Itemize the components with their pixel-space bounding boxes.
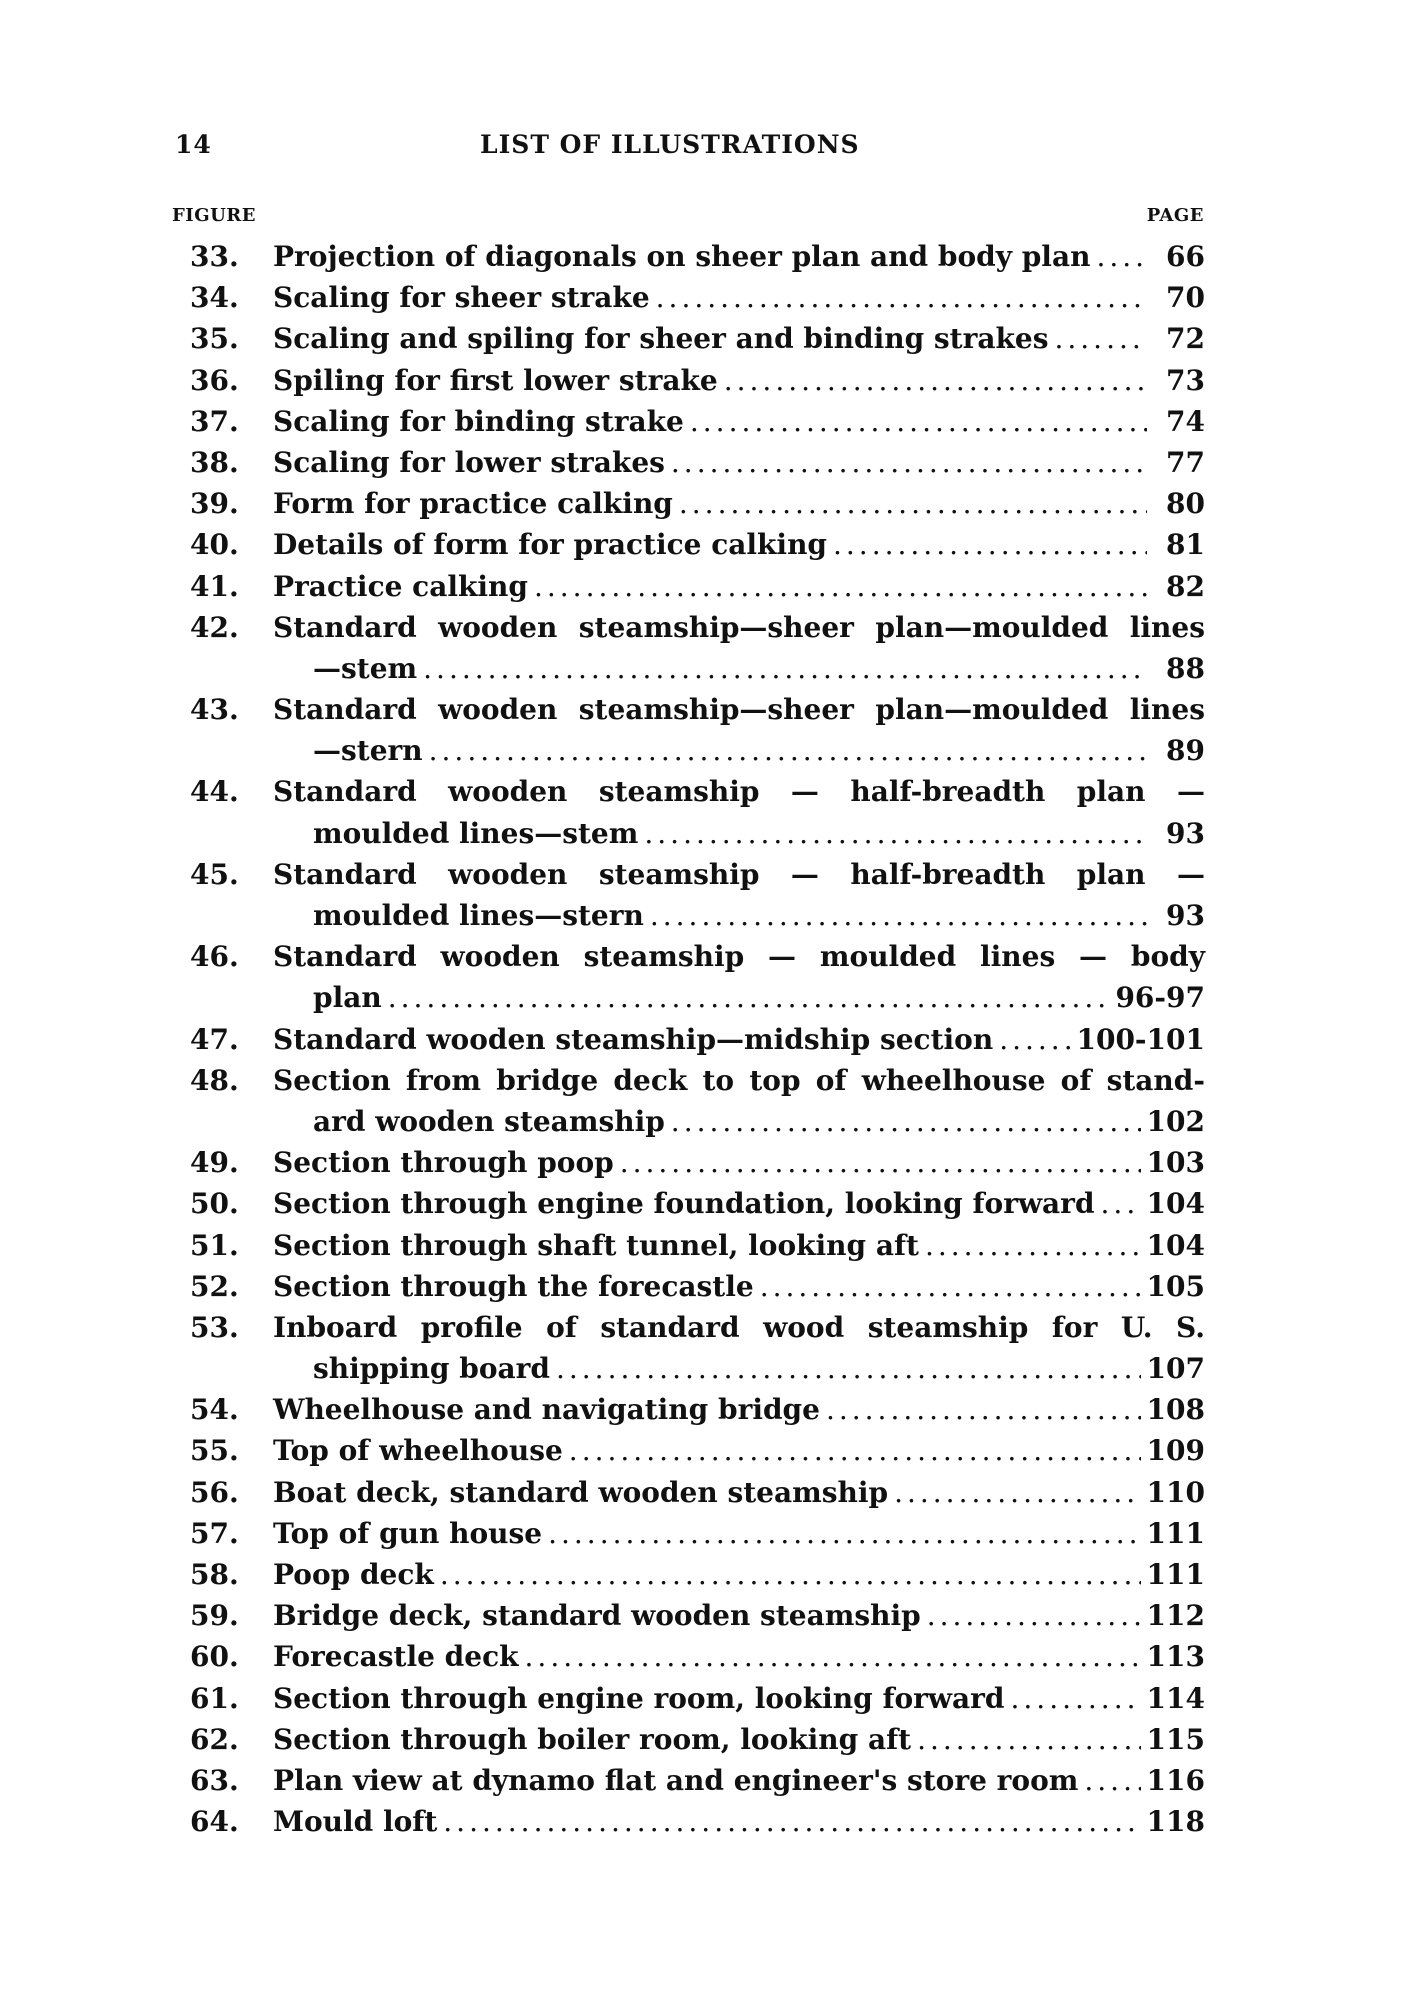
entry-line — [273, 524, 1205, 565]
entry-title: Scaling for sheer strake — [273, 281, 650, 315]
entry-line — [273, 936, 1205, 977]
dot-leader — [548, 1513, 1140, 1554]
page-reference: 93 — [1166, 816, 1205, 850]
entry-title: Section through boiler room, looking aft — [273, 1722, 912, 1756]
dot-leader — [423, 648, 1147, 689]
entry-line — [273, 1801, 1205, 1842]
list-item — [190, 1389, 1205, 1430]
figure-number: 36. — [190, 363, 239, 397]
dot-leader — [556, 1348, 1141, 1389]
figure-number: 64. — [190, 1805, 239, 1839]
entry-line — [273, 1142, 1205, 1183]
entry-title: Projection of diagonals on sheer plan and body plan — [273, 240, 1091, 273]
figure-number: 38. — [190, 445, 239, 479]
figure-number: 42. — [190, 610, 239, 644]
entry-line — [273, 1595, 1205, 1636]
entry-line — [313, 648, 1205, 689]
dot-leader — [679, 483, 1147, 524]
dot-leader — [644, 813, 1147, 854]
page-reference: 102 — [1146, 1104, 1205, 1138]
page-reference: 72 — [1166, 322, 1205, 356]
page-reference: 77 — [1166, 445, 1205, 479]
figure-number: 62. — [190, 1722, 239, 1756]
list-item — [190, 442, 1205, 483]
entry-title: Plan view at dynamo flat and engineer's store room — [273, 1763, 1079, 1797]
entry-title: Scaling for lower strakes — [273, 445, 665, 479]
figure-number: 39. — [190, 487, 239, 521]
entry-title: Standard wooden steamship — moulded lines — body — [273, 940, 1205, 974]
figure-number: 59. — [190, 1599, 239, 1633]
dot-leader — [690, 401, 1147, 442]
figure-number: 54. — [190, 1393, 239, 1427]
entry-line — [313, 1101, 1205, 1142]
page-reference: 108 — [1146, 1393, 1205, 1427]
page-reference: 113 — [1146, 1640, 1205, 1674]
entry-line — [273, 1678, 1205, 1719]
figure-number: 45. — [190, 857, 239, 891]
page-column-header: PAGE — [1146, 205, 1204, 226]
list-item — [190, 607, 1205, 689]
list-item — [190, 1019, 1205, 1060]
page-reference: 103 — [1146, 1146, 1205, 1180]
entry-line — [313, 1348, 1205, 1389]
entry-line — [273, 1719, 1205, 1760]
page-reference: 70 — [1166, 281, 1205, 315]
dot-leader — [671, 442, 1147, 483]
dot-leader — [525, 1636, 1141, 1677]
running-head — [175, 130, 1205, 170]
dot-leader — [1054, 318, 1147, 359]
page-reference: 110 — [1146, 1475, 1205, 1509]
list-item — [190, 936, 1205, 1018]
list-item — [190, 1430, 1205, 1471]
entry-title: ard wooden steamship — [313, 1104, 665, 1138]
entry-title: Bridge deck, standard wooden steamship — [273, 1599, 921, 1633]
list-item — [190, 1760, 1205, 1801]
page-reference: 104 — [1146, 1187, 1205, 1221]
list-item — [190, 1636, 1205, 1677]
page-reference: 111 — [1146, 1516, 1205, 1550]
entry-title: Top of wheelhouse — [273, 1434, 563, 1468]
dot-leader — [620, 1142, 1141, 1183]
figure-number: 47. — [190, 1022, 239, 1056]
entry-line — [273, 1513, 1205, 1554]
page-reference: 115 — [1146, 1722, 1205, 1756]
entry-line — [273, 1472, 1205, 1513]
list-item — [190, 1225, 1205, 1266]
entry-line — [313, 977, 1205, 1018]
dot-leader — [1096, 236, 1147, 277]
entry-title: Wheelhouse and navigating bridge — [273, 1393, 820, 1427]
entry-title: Section through the forecastle — [273, 1269, 754, 1303]
figure-number: 46. — [190, 940, 239, 974]
entry-line — [273, 1225, 1205, 1266]
dot-leader — [671, 1101, 1141, 1142]
entry-title: Forecastle deck — [273, 1640, 519, 1674]
list-item — [190, 771, 1205, 853]
entry-line — [273, 277, 1205, 318]
entry-title: Inboard profile of standard wood steamship for U. S. — [273, 1310, 1205, 1344]
list-item — [190, 1678, 1205, 1719]
dot-leader — [917, 1719, 1140, 1760]
page-reference: 80 — [1166, 487, 1205, 521]
figure-column-header: FIGURE — [172, 205, 256, 226]
figure-number: 63. — [190, 1763, 239, 1797]
figure-number: 34. — [190, 281, 239, 315]
entry-title: Practice calking — [273, 569, 528, 603]
entry-title: Section through engine foundation, looking forward — [273, 1187, 1095, 1221]
list-item — [190, 1472, 1205, 1513]
page-title: LIST OF ILLUSTRATIONS — [480, 130, 860, 159]
entry-title: moulded lines—stem — [313, 816, 639, 850]
figure-number: 57. — [190, 1516, 239, 1550]
figure-number: 37. — [190, 404, 239, 438]
dot-leader — [724, 360, 1147, 401]
page-reference: 111 — [1146, 1558, 1205, 1591]
figure-number: 33. — [190, 240, 239, 273]
figure-number: 40. — [190, 528, 239, 562]
figure-number: 49. — [190, 1146, 239, 1180]
entry-title: Spiling for first lower strake — [273, 363, 718, 397]
dot-leader — [440, 1554, 1141, 1595]
entry-line — [273, 1389, 1205, 1430]
entry-title: Scaling for binding strake — [273, 404, 684, 438]
list-item — [190, 401, 1205, 442]
page-reference: 114 — [1146, 1681, 1205, 1715]
page-reference: 93 — [1166, 899, 1205, 932]
list-item — [190, 1513, 1205, 1554]
dot-leader — [833, 524, 1147, 565]
entry-title: shipping board — [313, 1352, 550, 1386]
entry-line — [273, 854, 1205, 895]
dot-leader — [1011, 1678, 1141, 1719]
list-item — [190, 277, 1205, 318]
entry-title: Standard wooden steamship—sheer plan—moulded lines — [273, 610, 1205, 644]
dot-leader — [894, 1472, 1140, 1513]
dot-leader — [999, 1019, 1070, 1060]
list-item — [190, 524, 1205, 565]
page-reference: 107 — [1146, 1352, 1205, 1386]
page-reference: 89 — [1166, 734, 1205, 768]
entry-title: Section through engine room, looking forward — [273, 1681, 1005, 1715]
list-item — [190, 1142, 1205, 1183]
entry-title: Section from bridge deck to top of wheelhouse of stand- — [273, 1063, 1205, 1097]
entry-line — [313, 813, 1205, 854]
list-item — [190, 854, 1205, 936]
dot-leader — [388, 977, 1110, 1018]
entry-title: Section through shaft tunnel, looking aft — [273, 1228, 919, 1262]
figure-number: 55. — [190, 1434, 239, 1468]
entry-line — [273, 1554, 1205, 1595]
list-item — [190, 360, 1205, 401]
list-item — [190, 236, 1205, 277]
dot-leader — [569, 1430, 1141, 1471]
entry-line — [273, 318, 1205, 359]
entry-line — [313, 730, 1205, 771]
entry-line — [273, 1019, 1205, 1060]
list-item — [190, 1595, 1205, 1636]
figure-number: 51. — [190, 1228, 239, 1262]
list-item — [190, 1801, 1205, 1842]
list-item — [190, 1719, 1205, 1760]
figure-number: 56. — [190, 1475, 239, 1509]
entry-line — [273, 566, 1205, 607]
page-reference: 109 — [1146, 1434, 1205, 1468]
page-reference: 104 — [1146, 1228, 1205, 1262]
list-item — [190, 318, 1205, 359]
dot-leader — [650, 895, 1147, 936]
entry-line — [273, 1266, 1205, 1307]
page-reference: 105 — [1146, 1269, 1205, 1303]
entry-title: Standard wooden steamship — half-breadth plan — — [273, 857, 1205, 891]
dot-leader — [925, 1225, 1141, 1266]
entry-title: —stern — [313, 734, 423, 768]
figure-number: 61. — [190, 1681, 239, 1715]
dot-leader — [760, 1266, 1141, 1307]
page-reference: 66 — [1166, 240, 1205, 273]
list-item — [190, 1554, 1205, 1595]
dot-leader — [534, 566, 1147, 607]
entry-title: plan — [313, 981, 382, 1015]
entry-line — [273, 689, 1205, 730]
entry-title: Boat deck, standard wooden steamship — [273, 1475, 889, 1509]
page-reference: 100-101 — [1076, 1022, 1205, 1056]
figure-number: 44. — [190, 775, 239, 809]
entry-line — [273, 401, 1205, 442]
entry-line — [273, 771, 1205, 812]
entry-title: Poop deck — [273, 1558, 434, 1591]
dot-leader — [1101, 1183, 1141, 1224]
figure-number: 53. — [190, 1310, 239, 1344]
entry-line — [273, 483, 1205, 524]
page-reference: 74 — [1166, 404, 1205, 438]
entry-title: Details of form for practice calking — [273, 528, 827, 562]
figure-number: 35. — [190, 322, 239, 356]
entry-title: Mould loft — [273, 1805, 438, 1839]
entry-line — [273, 236, 1205, 277]
entry-title: moulded lines—stern — [313, 899, 644, 932]
dot-leader — [656, 277, 1147, 318]
column-headers — [172, 205, 1204, 231]
page-reference: 116 — [1146, 1763, 1205, 1797]
figure-number: 50. — [190, 1187, 239, 1221]
entry-line — [273, 1636, 1205, 1677]
page-reference: 82 — [1166, 569, 1205, 603]
dot-leader — [927, 1595, 1141, 1636]
figure-number: 43. — [190, 693, 239, 727]
entry-line — [273, 607, 1205, 648]
entry-line — [273, 1307, 1205, 1348]
entry-title: Section through poop — [273, 1146, 614, 1180]
page-reference: 112 — [1146, 1599, 1205, 1633]
list-item — [190, 1307, 1205, 1389]
figure-number: 48. — [190, 1063, 239, 1097]
entry-title: Standard wooden steamship—sheer plan—moulded lines — [273, 693, 1205, 727]
dot-leader — [429, 730, 1147, 771]
list-item — [190, 1266, 1205, 1307]
entry-line — [273, 360, 1205, 401]
figure-number: 52. — [190, 1269, 239, 1303]
list-item — [190, 566, 1205, 607]
entry-line — [273, 1060, 1205, 1101]
entry-title: Top of gun house — [273, 1516, 543, 1550]
entry-title: Scaling and spiling for sheer and binding strakes — [273, 322, 1049, 356]
entry-title: Standard wooden steamship — half-breadth plan — — [273, 775, 1205, 809]
entry-line — [273, 1430, 1205, 1471]
figure-number: 41. — [190, 569, 239, 603]
page-number: 14 — [175, 130, 212, 159]
page-reference: 88 — [1166, 651, 1205, 685]
dot-leader — [826, 1389, 1141, 1430]
page-reference: 73 — [1166, 363, 1205, 397]
figure-number: 58. — [190, 1558, 239, 1591]
list-item — [190, 1060, 1205, 1142]
entry-title: —stem — [313, 651, 418, 685]
entry-title: Standard wooden steamship—midship section — [273, 1022, 994, 1056]
entry-line — [313, 895, 1205, 936]
list-item — [190, 689, 1205, 771]
figure-number: 60. — [190, 1640, 239, 1674]
page-reference: 118 — [1146, 1805, 1205, 1839]
list-item — [190, 483, 1205, 524]
dot-leader — [1084, 1760, 1140, 1801]
entry-line — [273, 1760, 1205, 1801]
illustration-list — [190, 236, 1205, 1842]
entry-title: Form for practice calking — [273, 487, 673, 521]
page-reference: 81 — [1166, 528, 1205, 562]
list-item — [190, 1183, 1205, 1224]
page-reference: 96-97 — [1115, 981, 1205, 1015]
entry-line — [273, 1183, 1205, 1224]
entry-line — [273, 442, 1205, 483]
dot-leader — [443, 1801, 1140, 1842]
